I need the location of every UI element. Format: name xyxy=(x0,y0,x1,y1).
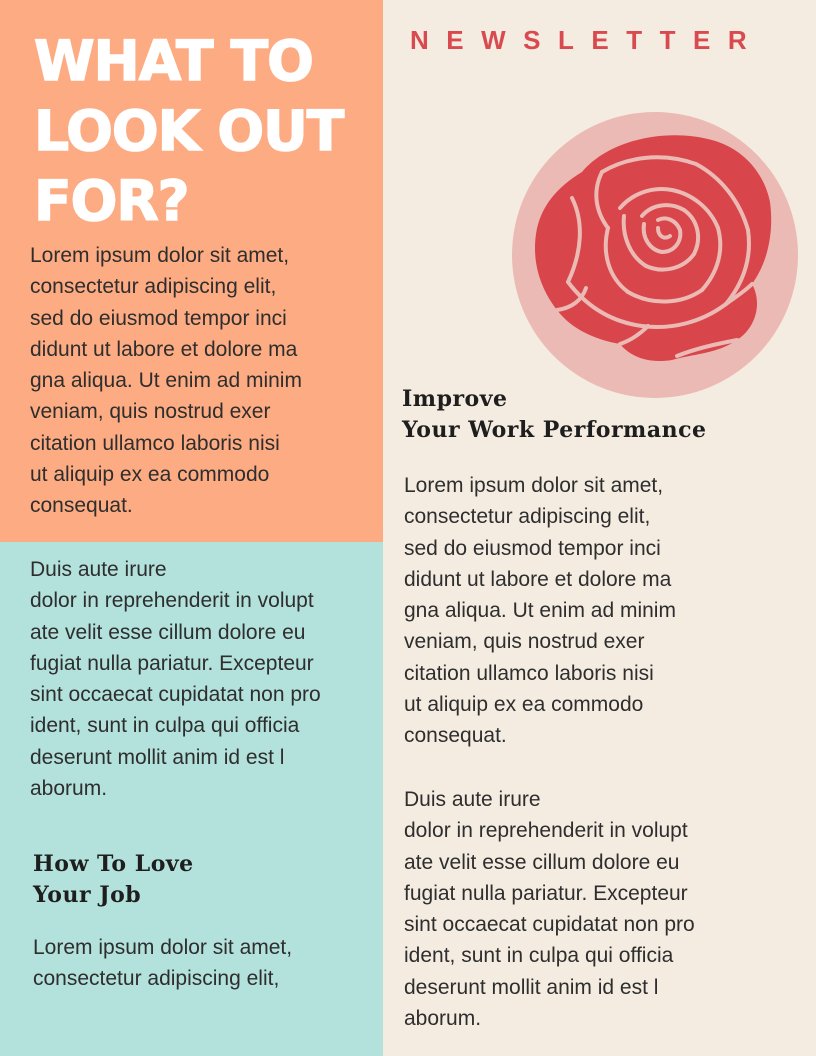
love-your-job-paragraph: Lorem ipsum dolor sit amet, consectetur adipiscing elit, xyxy=(33,936,293,991)
headline: WHAT TO LOOK OUT FOR? xyxy=(34,29,344,233)
improve-performance-heading: Improve Your Work Performance xyxy=(402,386,707,443)
newsletter-title: NEWSLETTER xyxy=(410,25,765,55)
rose-illustration xyxy=(512,112,798,398)
improve-paragraph-2: Duis aute irure dolor in reprehenderit in volupt ate velit esse cillum dolore eu fugiat nulla pariatur. Excepteur sint occaecat cupidatat non pro ident, sunt in culpa qui officia deserunt mollit anim id est l aborum. xyxy=(404,788,695,1031)
intro-paragraph: Lorem ipsum dolor sit amet, consectetur adipiscing elit, sed do eiusmod tempor inci didunt ut labore et dolore ma gna aliqua. Ut enim ad minim veniam, quis nostrud exer citation ullamco laboris nisi ut aliquip ex ea commodo consequat. xyxy=(30,244,302,518)
rose-icon xyxy=(512,112,798,398)
teal-paragraph: Duis aute irure dolor in reprehenderit in volupt ate velit esse cillum dolore eu fugiat nulla pariatur. Excepteur sint occaecat cupidatat non pro ident, sunt in culpa qui officia deserunt mollit anim id est l aborum. xyxy=(30,558,321,801)
improve-paragraph-1: Lorem ipsum dolor sit amet, consectetur adipiscing elit, sed do eiusmod tempor inci didunt ut labore et dolore ma gna aliqua. Ut enim ad minim veniam, quis nostrud exer citation ullamco laboris nisi ut aliquip ex ea commodo consequat. xyxy=(404,474,676,748)
love-your-job-heading: How To Love Your Job xyxy=(33,851,194,908)
